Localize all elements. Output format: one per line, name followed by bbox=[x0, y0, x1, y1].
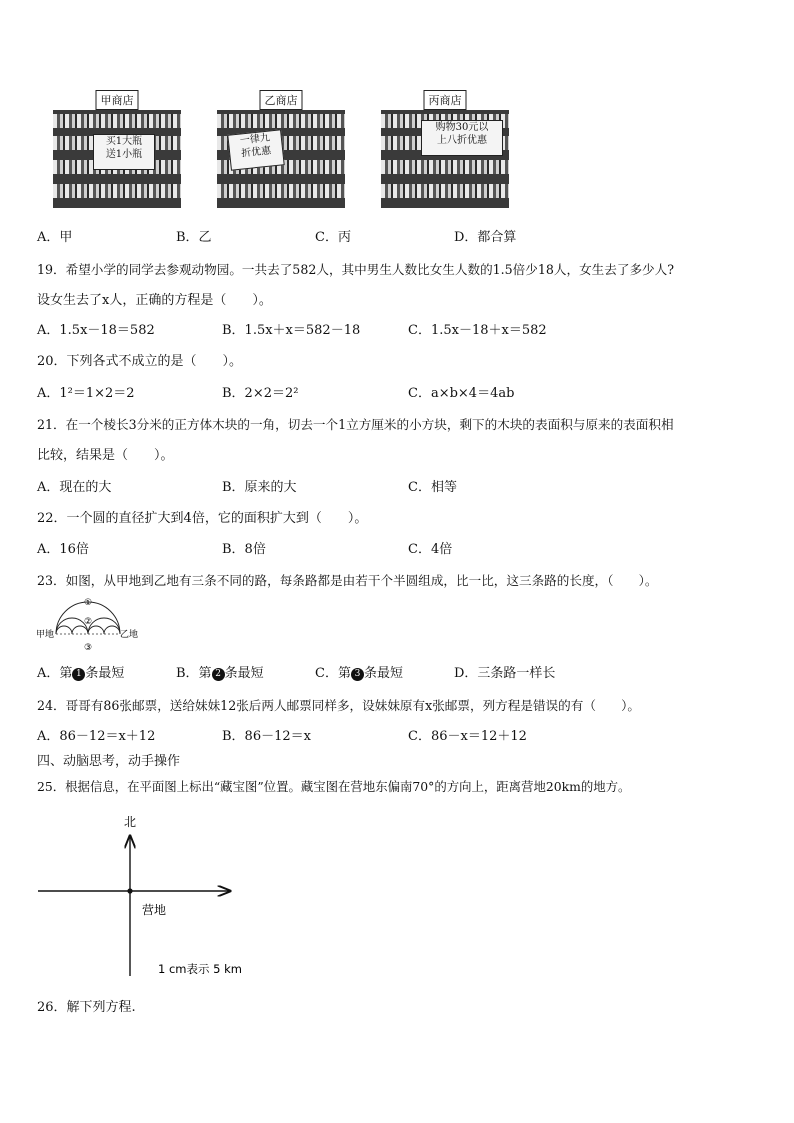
q23-option-a: A．第 1 条最短 bbox=[37, 666, 125, 681]
q26-stem: 26．解下列方程. bbox=[37, 1000, 136, 1015]
q19-option-c: C．1.5x－18＋x＝582 bbox=[408, 323, 547, 338]
q18-option-a: A．甲 bbox=[37, 230, 73, 245]
q19-stem-line2: 设女生去了x人，正确的方程是（ ）。 bbox=[37, 293, 272, 308]
shelf-image bbox=[381, 110, 509, 208]
q19-option-b: B．1.5x＋x＝582－18 bbox=[222, 323, 361, 338]
camp-label: 营地 bbox=[142, 903, 167, 917]
shop-sign: 甲商店 bbox=[96, 90, 139, 110]
q19-option-a: A．1.5x－18＝582 bbox=[37, 323, 155, 338]
q22-option-c: C．4倍 bbox=[408, 542, 453, 557]
scale-label: 1 cm表示 5 km bbox=[158, 962, 242, 976]
circled-number: 1 bbox=[72, 668, 85, 681]
section-4-heading: 四、动脑思考，动手操作 bbox=[37, 754, 181, 769]
diagram-start-label: 甲地 bbox=[36, 630, 55, 640]
q20-option-c: C．a×b×4＝4ab bbox=[408, 386, 515, 401]
q23-stem: 23．如图，从甲地到乙地有三条不同的路，每条路都是由若干个半圆组成，比一比，这三条路的长度，（ ）。 bbox=[37, 573, 658, 588]
q23-option-b: B．第 2 条最短 bbox=[176, 666, 264, 681]
circled-number: 2 bbox=[212, 668, 225, 681]
promo-line: 折优惠 bbox=[240, 145, 272, 160]
promo-card bbox=[227, 129, 284, 170]
q24-stem: 24．哥哥有86张邮票，送给妹妹12张后两人邮票同样多，设妹妹原有x张邮票，列方程是错误的有（ ）。 bbox=[37, 698, 641, 713]
q21-option-b: B．原来的大 bbox=[222, 480, 297, 495]
q23-option-c: C．第 3 条最短 bbox=[315, 666, 403, 681]
shop-sign: 乙商店 bbox=[260, 90, 303, 110]
q22-option-b: B．8倍 bbox=[222, 542, 266, 557]
q20-option-b: B．2×2＝2² bbox=[222, 386, 299, 401]
promo-line: 上八折优惠 bbox=[437, 135, 487, 146]
shop-yi-photo bbox=[217, 90, 345, 208]
promo-line: 一律九 bbox=[239, 132, 271, 147]
compass-plane-figure bbox=[36, 812, 286, 984]
promo-card bbox=[421, 120, 503, 156]
promo-card bbox=[93, 134, 155, 170]
promo-line: 送1小瓶 bbox=[105, 149, 143, 160]
circled-number: 3 bbox=[351, 668, 364, 681]
q24-option-a: A．86－12＝x＋12 bbox=[37, 729, 156, 744]
q21-option-c: C．相等 bbox=[408, 480, 457, 495]
q25-stem: 25．根据信息，在平面图上标出“藏宝图”位置。藏宝图在营地东偏南70°的方向上，距离营地20km的地方。 bbox=[37, 779, 631, 794]
q20-option-a: A．1²＝1×2＝2 bbox=[37, 386, 135, 401]
q23-option-d: D．三条路一样长 bbox=[454, 666, 556, 681]
q24-option-c: C．86－x＝12＋12 bbox=[408, 729, 527, 744]
shop-sign: 丙商店 bbox=[424, 90, 467, 110]
q24-option-b: B．86－12＝x bbox=[222, 729, 311, 744]
q21-stem-line1: 21．在一个棱长3分米的正方体木块的一角，切去一个1立方厘米的小方块，剩下的木块的表面积与原来的表面积相 bbox=[37, 417, 674, 432]
q19-stem-line1: 19．希望小学的同学去参观动物园。一共去了582人，其中男生人数比女生人数的1.5倍少18人，女生去了多少人? bbox=[37, 262, 674, 277]
shop-jia-photo bbox=[53, 90, 181, 208]
q20-stem: 20．下列各式不成立的是（ ）。 bbox=[37, 354, 243, 369]
promo-line: 买1大瓶 bbox=[105, 136, 143, 147]
camp-point bbox=[127, 888, 132, 893]
diagram-end-label: 乙地 bbox=[120, 630, 139, 640]
q22-option-a: A．16倍 bbox=[37, 542, 89, 557]
shelf-image bbox=[217, 110, 345, 208]
route-label-2: ② bbox=[84, 617, 93, 627]
q21-stem-line2: 比较，结果是（ ）。 bbox=[37, 448, 174, 463]
route-label-3: ③ bbox=[84, 643, 93, 653]
shop-bing-photo bbox=[381, 90, 509, 208]
q18-option-c: C．丙 bbox=[315, 230, 351, 245]
q18-option-d: D．都合算 bbox=[454, 230, 517, 245]
route-label-1: ① bbox=[84, 598, 93, 608]
semicircle-routes-diagram bbox=[36, 596, 146, 656]
promo-line: 购物30元以 bbox=[435, 122, 489, 133]
north-label: 北 bbox=[124, 815, 137, 829]
shelf-image bbox=[53, 110, 181, 208]
route-3-arcs bbox=[56, 626, 120, 634]
q22-stem: 22．一个圆的直径扩大到4倍，它的面积扩大到（ ）。 bbox=[37, 511, 368, 526]
q18-option-b: B．乙 bbox=[176, 230, 212, 245]
q21-option-a: A．现在的大 bbox=[37, 480, 112, 495]
